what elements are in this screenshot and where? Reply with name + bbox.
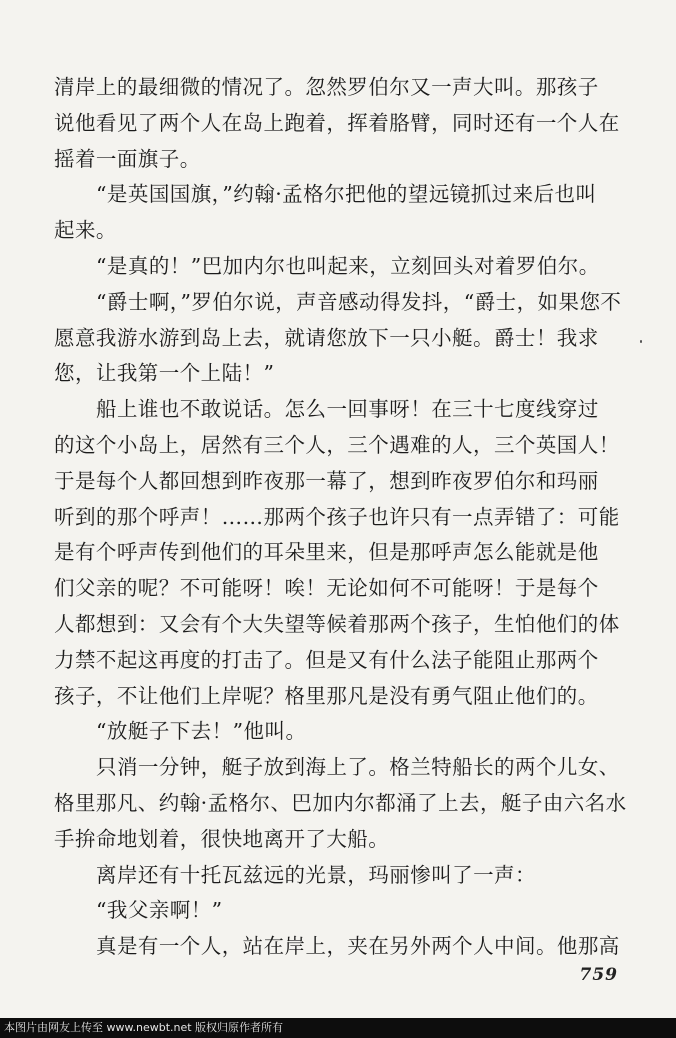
- text-line: 离岸还有十托瓦兹远的光景，玛丽惨叫了一声：: [96, 862, 536, 887]
- text-line: 人都想到：又会有个大失望等候着那两个孩子，生怕他们的体: [54, 611, 620, 636]
- text-line: 孩子，不让他们上岸呢？格里那凡是没有勇气阻止他们的。: [54, 683, 599, 708]
- text-line: 听到的那个呼声！……那两个孩子也许只有一点弄错了：可能: [54, 504, 620, 529]
- text-line: 您，让我第一个上陆！”: [54, 361, 275, 386]
- text-line: 摇着一面旗子。: [54, 146, 201, 171]
- text-line: 说他看见了两个人在岛上跑着，挥着胳臂，同时还有一个人在: [54, 110, 620, 135]
- text-line: 只消一分钟，艇子放到海上了。格兰特船长的两个儿女、: [96, 755, 620, 780]
- text-line: 格里那凡、约翰·孟格尔、巴加内尔都涌了上去，艇子由六名水: [54, 790, 627, 815]
- body-text: [54, 70, 642, 965]
- text-line: 清岸上的最细微的情况了。忽然罗伯尔又一声大叫。那孩子: [54, 75, 599, 99]
- page-number: 759: [579, 965, 618, 985]
- text-line: “是英国国旗，”约翰·孟格尔把他的望远镜抓过来后也叫: [96, 182, 597, 207]
- watermark-footer: 本图片由网友上传至 www.newbt.net 版权归原作者所有: [0, 1018, 676, 1038]
- text-line: 们父亲的呢？不可能呀！唉！无论如何不可能呀！于是每个: [54, 576, 599, 601]
- text-line: 于是每个人都回想到昨夜那一幕了，想到昨夜罗伯尔和玛丽: [54, 468, 599, 493]
- text-line: “我父亲啊！”: [96, 898, 223, 923]
- text-line: 船上谁也不敢说话。怎么一回事呀！在三十七度线穿过: [96, 397, 599, 422]
- text-line: 力禁不起这再度的打击了。但是又有什么法子能阻止那两个: [54, 647, 599, 672]
- text-line: 是有个呼声传到他们的耳朵里来，但是那呼声怎么能就是他: [54, 540, 599, 565]
- text-line: “爵士啊，”罗伯尔说，声音感动得发抖，“爵士，如果您不: [96, 289, 622, 314]
- text-line: 起来。: [54, 218, 117, 243]
- scan-speck: [640, 340, 642, 343]
- text-line: 真是有一个人，站在岸上，夹在另外两个人中间。他那高: [96, 934, 620, 959]
- text-line: 的这个小岛上，居然有三个人，三个遇难的人，三个英国人！: [54, 432, 620, 457]
- text-line: “是真的！”巴加内尔也叫起来，立刻回头对着罗伯尔。: [96, 253, 600, 278]
- text-line: 手拚命地划着，很快地离开了大船。: [54, 826, 390, 851]
- text-line: “放艇子下去！”他叫。: [96, 719, 307, 744]
- text-line: 愿意我游水游到岛上去，就请您放下一只小艇。爵士！我求: [54, 325, 599, 350]
